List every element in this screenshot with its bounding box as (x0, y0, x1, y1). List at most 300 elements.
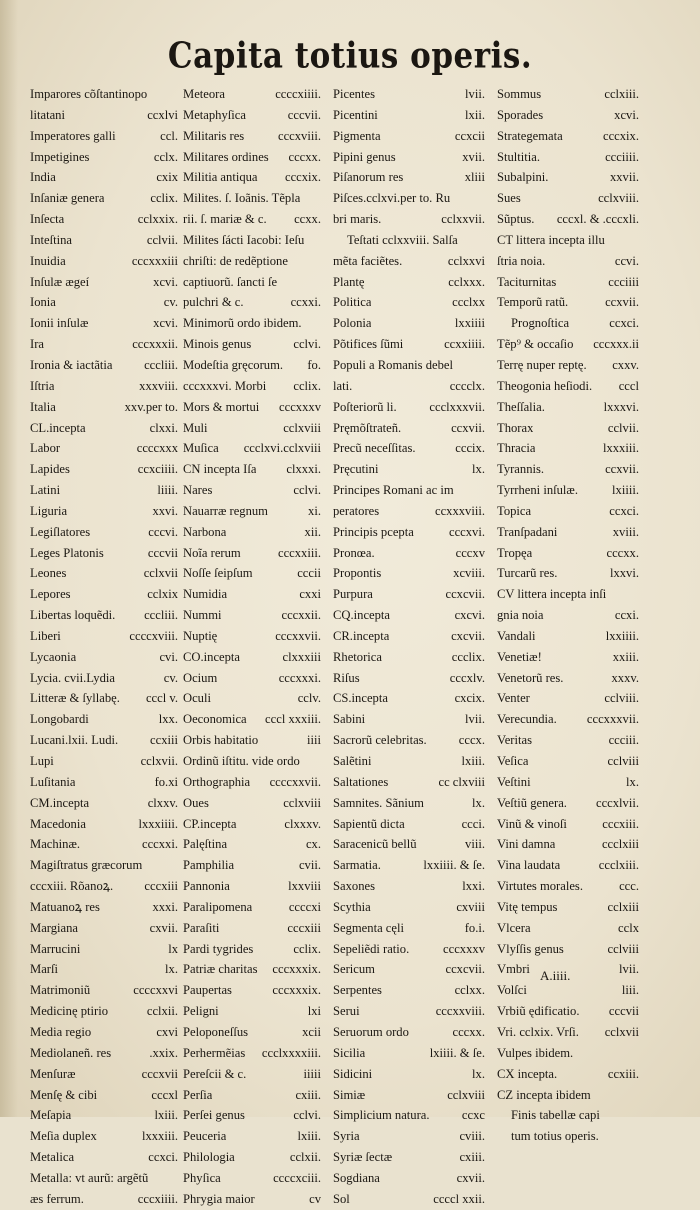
entry-term: Peuceria (183, 1129, 227, 1144)
index-entry (333, 334, 485, 355)
entry-folio: ccxci. (609, 316, 639, 331)
entry-folio: clxxi. (149, 420, 178, 435)
entry-term: Inteſtina (30, 232, 72, 247)
entry-term: Libertas loquẽdi. (30, 608, 116, 623)
index-entry (30, 1168, 178, 1189)
entry-term: Vmbri (497, 962, 530, 977)
entry-folio: xxvi. (152, 503, 178, 518)
index-entry (183, 668, 321, 689)
index-entry (30, 563, 178, 584)
entry-folio: viii. (465, 837, 485, 852)
index-entry (30, 1189, 178, 1210)
entry-term: Stultitia. (497, 149, 541, 164)
entry-term: Tropęa (497, 545, 533, 560)
entry-term: Perhermẽias (183, 1045, 246, 1060)
entry-folio: lxxxiii. (141, 1129, 178, 1144)
entry-term: Venetorũ res. (497, 670, 564, 685)
entry-folio: cccxl (151, 1087, 178, 1102)
entry-term: Longobardi (30, 712, 89, 727)
entry-term: Noĩa rerum (183, 545, 241, 560)
entry-folio: lxiii. (461, 754, 485, 768)
entry-folio: lx. (626, 774, 639, 789)
entry-term: Sues (497, 191, 521, 206)
entry-term: Metalla: vt aurũ: argẽtũ (30, 1170, 149, 1185)
index-entry (497, 355, 639, 376)
entry-term: Propontis (333, 566, 382, 581)
index-entry (183, 918, 321, 939)
index-entry (183, 147, 321, 168)
index-entry (30, 605, 178, 626)
index-entry (497, 230, 639, 251)
index-entry (497, 1085, 639, 1106)
entry-folio: cccxiiii. (137, 1191, 178, 1206)
entry-term: Taciturnitas (497, 274, 557, 289)
index-entry (333, 1043, 485, 1064)
entry-term: Patriæ charitas (183, 962, 258, 977)
entry-folio: cccl (618, 378, 639, 393)
entry-folio: lx. (165, 962, 178, 977)
entry-folio: cclxxx. (448, 274, 485, 289)
index-entry (30, 543, 178, 564)
index-entry (497, 376, 639, 397)
index-entry (183, 1043, 321, 1064)
entry-term: Impetigines (30, 149, 90, 164)
entry-folio: lxxiiii (454, 316, 485, 331)
index-entry (497, 438, 639, 459)
index-entry (333, 793, 485, 814)
entry-folio: lx. (472, 795, 485, 810)
entry-folio: lxxxiii. (602, 441, 639, 456)
entry-term: Liberi (30, 628, 61, 643)
index-entry (497, 668, 639, 689)
index-entry (183, 522, 321, 543)
index-entry (333, 772, 485, 793)
entry-term: Sapientũ dicta (333, 816, 405, 831)
entry-term: mẽta faciẽtes. (333, 253, 403, 268)
entry-term: Vlcera (497, 920, 531, 935)
index-entry (497, 709, 639, 730)
index-entry (30, 626, 178, 647)
entry-folio: cccix. (455, 441, 485, 456)
index-entry (183, 730, 321, 751)
entry-term: Imperatores galli (30, 128, 116, 143)
entry-term: Narbona (183, 524, 227, 539)
index-entry (497, 501, 639, 522)
entry-folio: cxix (156, 170, 178, 185)
entry-folio: cclv. (297, 691, 321, 706)
index-entry (497, 563, 639, 584)
index-entry (333, 1189, 485, 1210)
entry-term: Plantę (333, 274, 365, 289)
entry-term: Simiæ (333, 1087, 366, 1102)
entry-term: Terrę nuper reptę. (497, 357, 587, 372)
entry-term: Mediolaneñ. res (30, 1045, 112, 1060)
entry-folio: lxiii. (154, 1108, 178, 1123)
signature-mark: A.iiii. (540, 968, 571, 983)
entry-folio: lx (168, 941, 178, 956)
entry-term: Orthographia (183, 774, 251, 789)
index-entry (333, 855, 485, 876)
entry-folio: ccxxi. (290, 295, 321, 310)
entry-term: Ira (30, 337, 44, 352)
entry-term: Machinæ. (30, 837, 81, 852)
entry-term: Theſſalia. (497, 399, 545, 414)
index-entry (497, 688, 639, 709)
index-entry (30, 209, 178, 230)
entry-term: Pardi tygrides (183, 941, 254, 956)
entry-folio: cccxxviii. (435, 1004, 485, 1019)
entry-term: Leones (30, 566, 67, 581)
entry-term: peratores (333, 503, 380, 518)
entry-folio: xcviii. (453, 566, 485, 581)
entry-term: Macedonia (30, 816, 86, 831)
entry-folio: xxv.per to. (124, 399, 178, 414)
index-entry (333, 251, 485, 272)
entry-folio: cccxxxv (443, 941, 485, 956)
entry-folio: ccccxxvi (133, 983, 178, 998)
index-entry (30, 147, 178, 168)
entry-term: Tyrrheni inſulæ. (497, 483, 578, 498)
entry-folio: cclx (618, 920, 639, 935)
entry-folio: cccxix. (284, 170, 321, 185)
entry-folio: cccxvii (141, 1066, 178, 1081)
entry-folio: ccxci. (148, 1150, 178, 1165)
entry-term: Phyſica (183, 1170, 221, 1185)
entry-folio: ccxciiii. (137, 462, 178, 477)
entry-term: Vini damna (497, 837, 556, 852)
entry-term: Poſteriorũ li. (333, 399, 397, 414)
entry-folio: cclxiii. (604, 87, 639, 101)
entry-term: Ordinũ iſtitu. vide ordo (183, 754, 300, 768)
entry-term: Iſtria (30, 378, 55, 393)
index-entry (183, 397, 321, 418)
entry-folio: cclix. (293, 941, 321, 956)
index-entry (497, 814, 639, 835)
index-entry (30, 313, 178, 334)
entry-folio: lxiii. (297, 1129, 321, 1144)
entry-term: Matuanoꝝ res (30, 899, 100, 914)
entry-folio: cclx. (153, 149, 178, 164)
index-entry (497, 584, 639, 605)
index-entry (183, 167, 321, 188)
entry-term: Muſica (183, 441, 219, 456)
entry-folio: cv. (163, 295, 178, 310)
entry-term: Pamphilia (183, 858, 235, 873)
index-entry (497, 1043, 639, 1064)
entry-term: Sepeliẽdi ratio. (333, 941, 410, 956)
entry-folio: xcii (302, 1024, 321, 1039)
index-entry (183, 418, 321, 439)
entry-term: Politica (333, 295, 372, 310)
entry-folio: ccclxxxxiii. (261, 1045, 321, 1060)
index-entry (30, 959, 178, 980)
entry-folio: cccxxxi. (278, 670, 321, 685)
entry-term: Labor (30, 441, 61, 456)
index-entry (183, 230, 321, 251)
index-entry (497, 292, 639, 313)
entry-term: Phrygia maior (183, 1191, 255, 1206)
entry-term: gnia noia (497, 608, 544, 623)
index-entry (497, 647, 639, 668)
entry-folio: cccxxiii. (277, 545, 321, 560)
entry-folio: cclxviii (447, 1087, 485, 1102)
index-column-2 (183, 84, 321, 1210)
index-entry (497, 897, 639, 918)
index-entry (497, 105, 639, 126)
entry-term: Vrbiũ ędificatio. (497, 1004, 580, 1019)
index-entry (497, 272, 639, 293)
entry-folio: ccxcvii. (445, 587, 485, 602)
entry-folio: cccvi. (148, 524, 178, 539)
index-entry (30, 292, 178, 313)
entry-term: Lycaonia (30, 649, 77, 664)
index-entry (333, 688, 485, 709)
entry-folio: cvi. (159, 649, 178, 664)
entry-folio: ccxiii (150, 733, 178, 748)
entry-term: Purpura (333, 587, 373, 602)
index-entry (183, 501, 321, 522)
entry-term: Margiana (30, 920, 79, 935)
index-entry (30, 876, 178, 897)
index-entry (497, 418, 639, 439)
index-entry (333, 272, 485, 293)
entry-folio: cccxxxix. (272, 983, 321, 998)
index-entry (497, 605, 639, 626)
entry-term: bri maris. (333, 212, 382, 227)
entry-term: Salẽtini (333, 754, 372, 768)
index-column-3 (333, 84, 485, 1210)
index-entry (333, 647, 485, 668)
entry-term: Vinũ & vinoſi (497, 816, 567, 831)
index-entry (333, 1168, 485, 1189)
entry-term: Pronœa. (333, 545, 375, 560)
entry-folio: fo. (307, 357, 321, 372)
index-entry (30, 501, 178, 522)
entry-term: Simplicium natura. (333, 1108, 430, 1123)
entry-term: Prognoſtica (511, 316, 570, 331)
entry-term: CS.incepta (333, 691, 388, 706)
entry-folio: ccxvii. (605, 295, 639, 310)
entry-folio: cclxxvi (447, 253, 485, 268)
entry-folio: ccclxiii. (598, 858, 639, 873)
entry-term: Sol (333, 1191, 350, 1206)
index-entry (333, 543, 485, 564)
index-entry (30, 918, 178, 939)
entry-folio: fo.i. (464, 920, 485, 935)
index-entry (30, 126, 178, 147)
entry-term: Lepores (30, 587, 71, 602)
entry-folio: cxviii (456, 899, 485, 914)
entry-folio: cclxvii (604, 1024, 639, 1039)
entry-term: Magiſtratus græcorum (30, 858, 143, 873)
entry-term: Verecundia. (497, 712, 557, 727)
entry-folio: ccclxvi.cclxviii (243, 441, 321, 456)
entry-term: Menſuræ (30, 1066, 76, 1081)
entry-folio: cxvii. (456, 1170, 485, 1185)
entry-folio: cclvii. (607, 420, 639, 435)
entry-folio: xcvi. (153, 316, 178, 331)
entry-term: Saltationes (333, 774, 389, 789)
index-entry (333, 209, 485, 230)
index-entry (183, 459, 321, 480)
index-entry (333, 814, 485, 835)
index-entry (497, 793, 639, 814)
entry-term: Vandali (497, 628, 536, 643)
index-entry (497, 939, 639, 960)
entry-folio: ccxi. (614, 608, 639, 623)
index-entry (183, 313, 321, 334)
entry-folio: lxiiii. (612, 483, 639, 498)
entry-term: Lapides (30, 462, 70, 477)
entry-term: Perſei genus (183, 1108, 245, 1123)
index-entry (183, 1147, 321, 1168)
entry-folio: cccxxxvii. (586, 712, 639, 727)
index-entry (497, 1022, 639, 1043)
entry-term: Samnites. Sãnium (333, 795, 424, 810)
entry-folio: cxxv. (612, 357, 639, 372)
index-entry (497, 167, 639, 188)
entry-term: Turcarũ res. (497, 566, 558, 581)
entry-folio: cviii. (459, 1129, 485, 1144)
entry-term: Matrimoniũ (30, 983, 91, 998)
entry-folio: cccxxvii. (275, 628, 321, 643)
index-column-4 (497, 84, 639, 1210)
entry-term: Legiſlatores (30, 524, 91, 539)
entry-folio: xxvii. (609, 170, 639, 185)
entry-folio: ccxxiiii. (444, 337, 485, 352)
entry-term: Medicinę ptirio (30, 1004, 108, 1019)
entry-term: Lupi (30, 754, 54, 768)
entry-folio: ccciiii. (605, 149, 639, 164)
index-entry (183, 1085, 321, 1106)
entry-term: Nares (183, 483, 213, 498)
entry-term: Polonia (333, 316, 372, 331)
index-entry (333, 959, 485, 980)
entry-folio: ccxc (461, 1108, 485, 1123)
entry-term: cccxxxvi. Morbi (183, 378, 267, 393)
index-entry (30, 1105, 178, 1126)
entry-folio: xxxv. (611, 670, 639, 685)
index-entry (497, 459, 639, 480)
index-entry (30, 688, 178, 709)
index-entry (333, 939, 485, 960)
entry-folio: cclviii. (604, 691, 639, 706)
index-entry (183, 834, 321, 855)
entry-term: CV littera incepta inſi (497, 587, 607, 602)
entry-folio: xcvi. (614, 107, 639, 122)
binding-shadow (0, 0, 18, 1117)
index-entry (183, 688, 321, 709)
index-entry (183, 209, 321, 230)
entry-folio: cxiii. (459, 1150, 485, 1165)
entry-term: Finis tabellæ capi (511, 1108, 600, 1123)
entry-term: Liguria (30, 503, 68, 518)
entry-folio: ccccxxx (136, 441, 178, 456)
entry-term: Latini (30, 483, 61, 498)
entry-term: Lucani.lxii. Ludi. (30, 733, 119, 748)
entry-folio: cclxiii (607, 899, 639, 914)
entry-folio: xxxi. (152, 899, 178, 914)
index-entry (183, 480, 321, 501)
index-entry (333, 918, 485, 939)
entry-term: Marſi (30, 962, 58, 977)
entry-term: Meteora (183, 87, 225, 101)
entry-folio: cclxx. (454, 983, 485, 998)
index-entry (497, 730, 639, 751)
entry-term: Sogdiana (333, 1170, 380, 1185)
entry-folio: cxvi (156, 1024, 178, 1039)
entry-term: Veſica (497, 754, 529, 768)
entry-folio: cclviii (607, 754, 639, 768)
entry-folio: ccccxviii. (129, 628, 178, 643)
entry-term: Vulpes ibidem. (497, 1045, 574, 1060)
entry-term: Picentini (333, 107, 378, 122)
entry-term: Nauarræ regnum (183, 503, 268, 518)
entry-term: Imparores cõſtantinopo (30, 87, 148, 101)
index-entry (30, 480, 178, 501)
entry-folio: ccccxi (288, 899, 321, 914)
entry-term: CL.incepta (30, 420, 86, 435)
index-entry (333, 313, 485, 334)
index-entry (30, 855, 178, 876)
entry-term: Tẽp⁹ & occaſio (497, 337, 574, 352)
entry-term: CM.incepta (30, 795, 90, 810)
entry-term: Perſia (183, 1087, 213, 1102)
entry-term: Inuidia (30, 253, 66, 268)
entry-folio: lxxxvi. (603, 399, 639, 414)
entry-term: Peligni (183, 1004, 219, 1019)
entry-folio: lxxviii (288, 879, 321, 894)
entry-term: Menſę & cibi (30, 1087, 98, 1102)
index-entry (183, 1064, 321, 1085)
index-entry (333, 84, 485, 105)
entry-folio: ccc. (619, 879, 639, 894)
index-entry (30, 522, 178, 543)
entry-term: Oeconomica (183, 712, 247, 727)
entry-folio: cccxx. (606, 545, 639, 560)
entry-term: Topica (497, 503, 532, 518)
entry-term: Noſſe ſeipſum (183, 566, 253, 581)
entry-term: Oues (183, 795, 209, 810)
index-entry (497, 1064, 639, 1085)
entry-folio: cclxii. (289, 1150, 321, 1165)
index-entry (333, 563, 485, 584)
entry-term: Venetiæ! (497, 649, 542, 664)
entry-folio: lxxiiii. & ſe. (423, 858, 485, 873)
entry-term: lati. (333, 378, 353, 393)
entry-term: Milites ſácti Iacobi: Ieſu (183, 232, 305, 247)
index-entry (183, 709, 321, 730)
index-entry (183, 772, 321, 793)
entry-folio: cv. (163, 670, 178, 685)
entry-folio: ccl. (160, 128, 178, 143)
index-entry (333, 480, 485, 501)
entry-folio: lxii. (465, 107, 485, 122)
entry-folio: cccxiii (287, 920, 321, 935)
index-entry (30, 1001, 178, 1022)
index-entry (497, 126, 639, 147)
entry-folio: cccliii. (144, 608, 178, 623)
entry-term: Syriæ ſectæ (333, 1150, 393, 1165)
entry-term: Paralipomena (183, 899, 253, 914)
entry-folio: fo.xi (154, 774, 178, 789)
entry-folio: cxvii. (149, 920, 178, 935)
entry-term: Sporades (497, 107, 544, 122)
entry-folio: cxxi (299, 587, 321, 602)
index-entry (333, 980, 485, 1001)
entry-folio: xxxviii. (139, 378, 178, 393)
entry-folio: xvii. (462, 149, 485, 164)
